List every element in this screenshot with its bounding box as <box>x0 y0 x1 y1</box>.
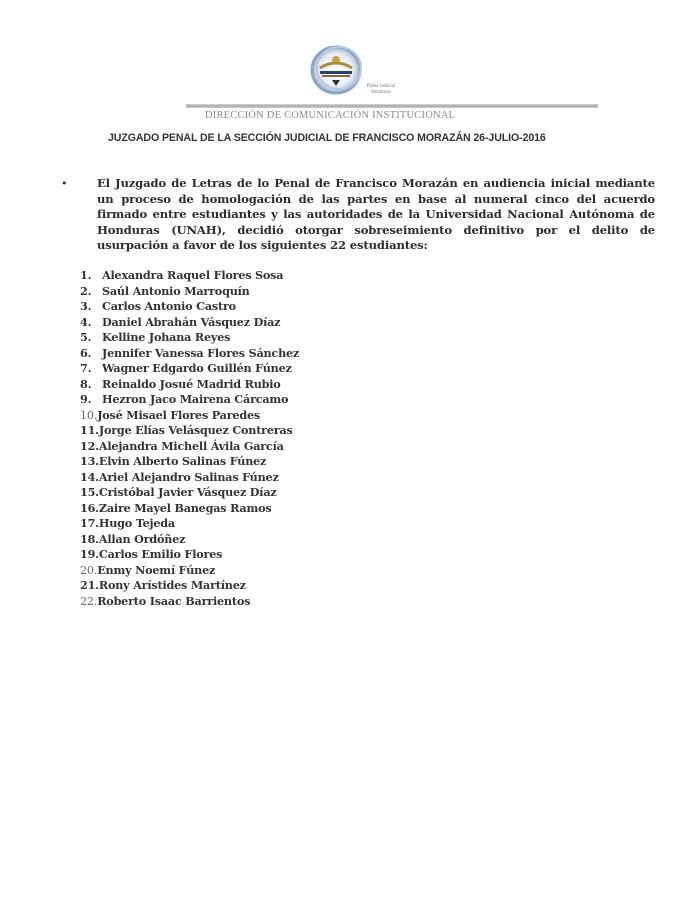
item-number: 17. <box>80 516 99 530</box>
list-item <box>80 470 299 486</box>
student-name: Alejandra Michell Ávila García <box>98 438 284 453</box>
list-item <box>80 516 299 532</box>
item-number: 6. <box>80 345 92 360</box>
item-number: 13. <box>80 454 99 468</box>
list-item <box>80 594 299 610</box>
item-number: 2. <box>80 283 92 298</box>
item-number: 7. <box>80 361 92 375</box>
list-item <box>80 501 299 517</box>
item-number: 1. <box>80 268 92 282</box>
list-item <box>80 268 299 284</box>
logo-caption-line2: Honduras <box>371 90 391 95</box>
item-number: 3. <box>80 299 92 313</box>
student-name: Reinaldo Josué Madrid Rubio <box>102 376 281 391</box>
list-item <box>80 361 299 377</box>
item-number: 15. <box>80 485 99 499</box>
poder-judicial-logo <box>308 40 368 100</box>
bullet-icon: • <box>61 177 68 190</box>
list-item <box>80 454 299 470</box>
list-item <box>80 423 299 439</box>
student-name: Carlos Antonio Castro <box>102 299 236 313</box>
student-name: Wagner Edgardo Guillén Fúnez <box>102 361 292 375</box>
logo-caption <box>363 84 399 96</box>
student-name: Allan Ordóñez <box>98 531 186 546</box>
item-number: 11. <box>80 423 99 437</box>
student-name: Saúl Antonio Marroquín <box>102 283 250 298</box>
list-item <box>80 330 299 346</box>
student-name: José Misael Flores Paredes <box>97 407 260 422</box>
item-number: 18. <box>80 531 99 546</box>
item-number: 12. <box>80 438 99 453</box>
header-divider <box>186 104 598 108</box>
item-number: 19. <box>80 547 99 561</box>
student-name: Rony Arístides Martínez <box>98 578 246 592</box>
student-name: Carlos Emilio Flores <box>98 547 223 561</box>
list-item <box>80 346 299 362</box>
student-name: Jennifer Vanessa Flores Sánchez <box>102 345 300 360</box>
list-item <box>80 532 299 548</box>
student-name: Zaire Mayel Banegas Ramos <box>98 500 272 515</box>
student-name: Hugo Tejeda <box>98 516 175 530</box>
list-item <box>80 578 299 594</box>
item-number: 10. <box>80 408 98 422</box>
student-name: Jorge Elías Velásquez Contreras <box>98 423 293 437</box>
item-number: 5. <box>80 330 92 344</box>
item-number: 16. <box>80 500 99 515</box>
student-name: Ariel Alejandro Salinas Fúnez <box>98 469 279 484</box>
item-number: 21. <box>80 578 99 592</box>
student-name: Alexandra Raquel Flores Sosa <box>102 268 284 282</box>
list-item <box>80 284 299 300</box>
list-item <box>80 485 299 501</box>
students-list <box>80 268 299 609</box>
list-item <box>80 563 299 579</box>
list-item <box>80 299 299 315</box>
logo-caption-line1: Poder Judicial <box>366 84 396 89</box>
student-name: Roberto Isaac Barrientos <box>97 593 251 608</box>
student-name: Elvin Alberto Salinas Fúnez <box>98 454 267 468</box>
document-title: JUZGADO PENAL DE LA SECCIÓN JUDICIAL DE FRANCISCO MORAZÁN 26-JULIO-2016 <box>108 132 546 144</box>
student-name: Cristóbal Javier Vásquez Díaz <box>98 485 277 499</box>
list-item <box>80 439 299 455</box>
student-name: Hezron Jaco Mairena Cárcamo <box>102 392 289 406</box>
item-number: 22. <box>80 594 98 608</box>
list-item <box>80 408 299 424</box>
list-item <box>80 392 299 408</box>
intro-paragraph: El Juzgado de Letras de lo Penal de Francisco Morazán en audiencia inicial mediante un proceso de homologación de las partes en base al numeral cinco del acuerdo firmado entre estudiantes y las autoridades de la Universidad Nacional Autónoma de Honduras (UNAH), decidió otorgar sobreseimiento definitivo por el delito de usurpación a favor de los siguientes 22 estudiantes: <box>97 176 655 253</box>
list-item <box>80 547 299 563</box>
student-name: Daniel Abrahán Vásquez Díaz <box>102 314 281 329</box>
item-number: 9. <box>80 392 92 406</box>
department-header: DIRECCIÓN DE COMUNICACIÓN INSTITUCIONAL <box>205 110 456 121</box>
list-item <box>80 315 299 331</box>
item-number: 4. <box>80 314 92 329</box>
student-name: Kelline Johana Reyes <box>102 330 231 344</box>
list-item <box>80 377 299 393</box>
student-name: Enmy Noemí Fúnez <box>97 562 216 577</box>
seal-icon <box>308 40 368 100</box>
item-number: 14. <box>80 469 99 484</box>
item-number: 20. <box>80 563 98 577</box>
item-number: 8. <box>80 376 92 391</box>
